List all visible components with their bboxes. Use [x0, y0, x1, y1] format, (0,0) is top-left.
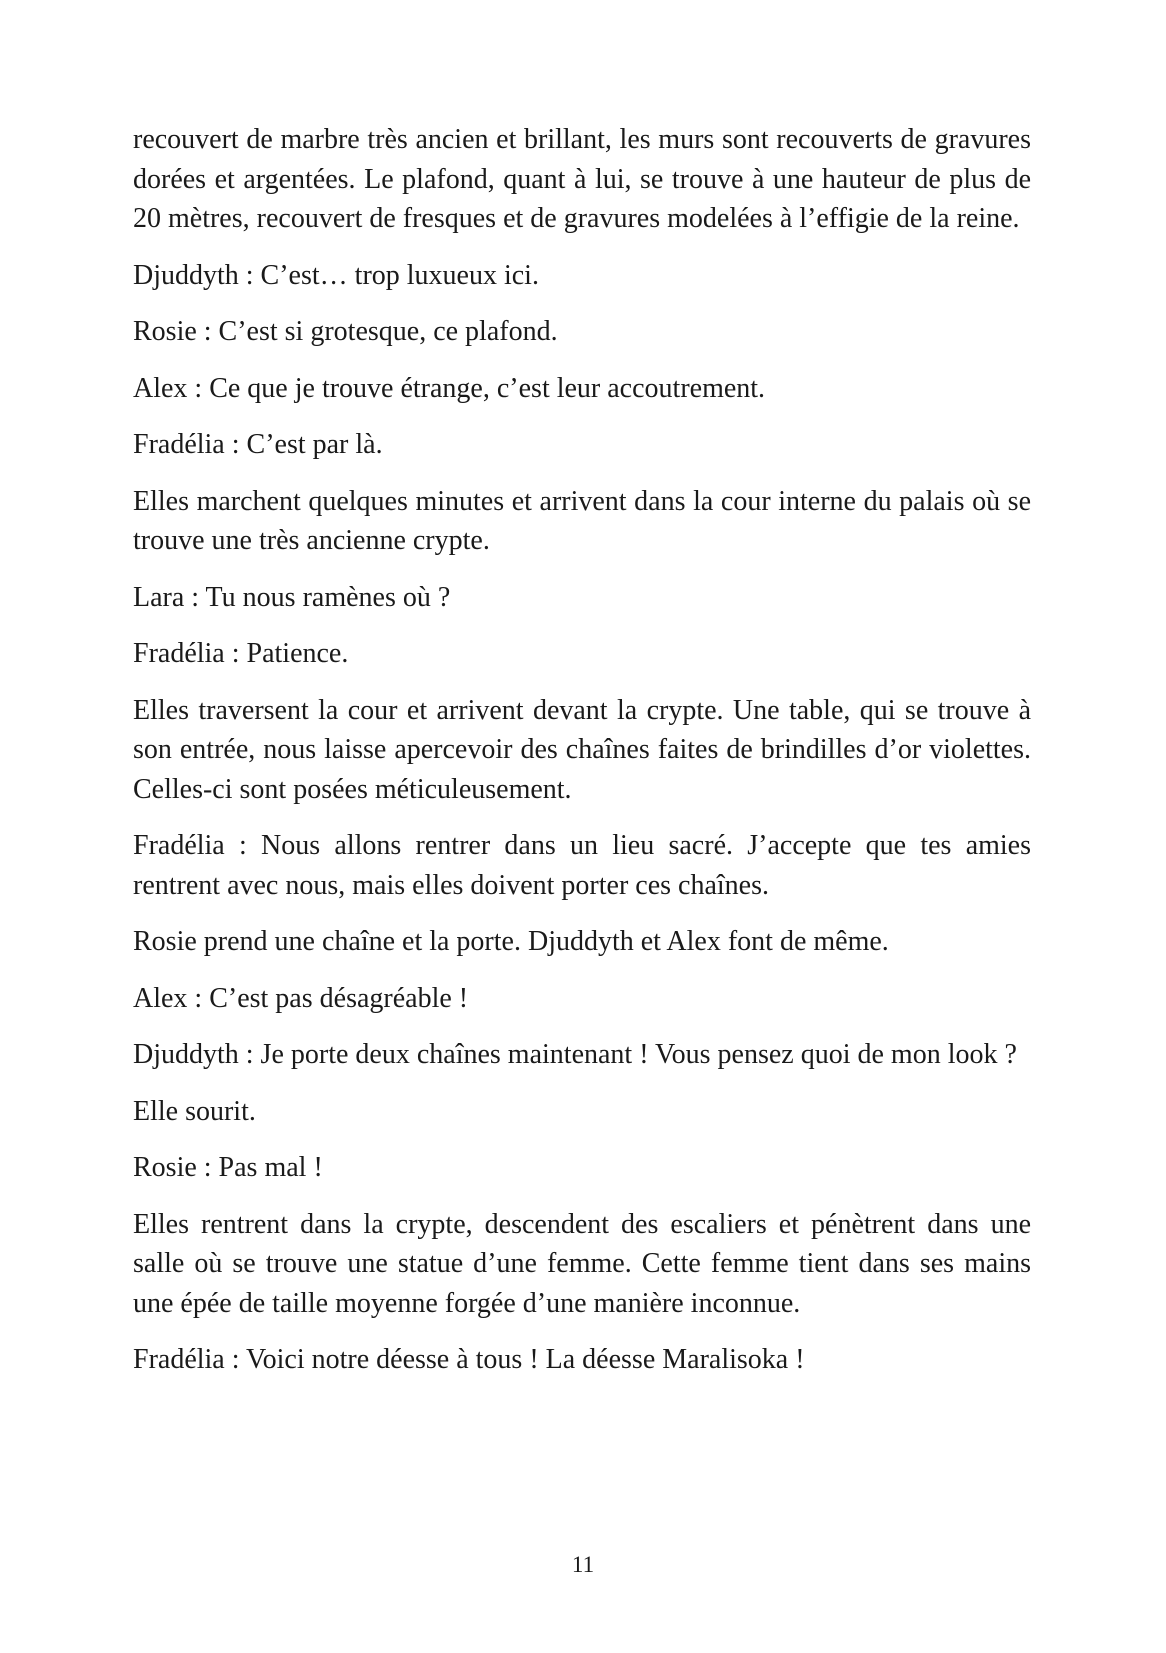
paragraph: recouvert de marbre très ancien et brillant, les murs sont recouverts de gravures dorées et argentées. Le plafond, quant à lui, se trouve à une hauteur de plus de 20 mètres, recouvert de fresques et de gravures modelées à l’effigie de la reine.: [133, 124, 1031, 234]
paragraph: Fradélia : Patience.: [133, 638, 349, 669]
paragraph: Rosie : C’est si grotesque, ce plafond.: [133, 316, 558, 347]
paragraph: Elles marchent quelques minutes et arrivent dans la cour interne du palais où se trouve une très ancienne crypte.: [133, 485, 1031, 556]
paragraph: Fradélia : Nous allons rentrer dans un lieu sacré. J’accepte que tes amies rentrent avec nous, mais elles doivent porter ces chaînes.: [133, 830, 1031, 901]
paragraph: Elle sourit.: [133, 1095, 256, 1127]
page-body: [133, 120, 1031, 1397]
paragraph: Elles traversent la cour et arrivent devant la crypte. Une table, qui se trouve à son entrée, nous laisse apercevoir des chaînes faites de brindilles d’or violettes. Celles-ci sont posées méticuleusement.: [133, 694, 1031, 805]
paragraph: Rosie : Pas mal !: [133, 1152, 323, 1183]
paragraph: Lara : Tu nous ramènes où ?: [133, 581, 451, 613]
paragraph: Djuddyth : C’est… trop luxueux ici.: [133, 259, 539, 291]
paragraph: Alex : Ce que je trouve étrange, c’est leur accoutrement.: [133, 372, 766, 404]
paragraph: Rosie prend une chaîne et la porte. Djuddyth et Alex font de même.: [133, 926, 889, 957]
paragraph: Fradélia : Voici notre déesse à tous ! La déesse Maralisoka !: [133, 1344, 805, 1375]
paragraph: Djuddyth : Je porte deux chaînes maintenant ! Vous pensez quoi de mon look ?: [133, 1039, 1017, 1070]
paragraph: Alex : C’est pas désagréable !: [133, 982, 469, 1014]
paragraph: Elles rentrent dans la crypte, descendent des escaliers et pénètrent dans une salle où se trouve une statue d’une femme. Cette femme tient dans ses mains une épée de taille moyenne forgée d’une manière inconnue.: [133, 1208, 1031, 1319]
paragraph: Fradélia : C’est par là.: [133, 429, 383, 460]
page-number: 11: [571, 1552, 595, 1577]
